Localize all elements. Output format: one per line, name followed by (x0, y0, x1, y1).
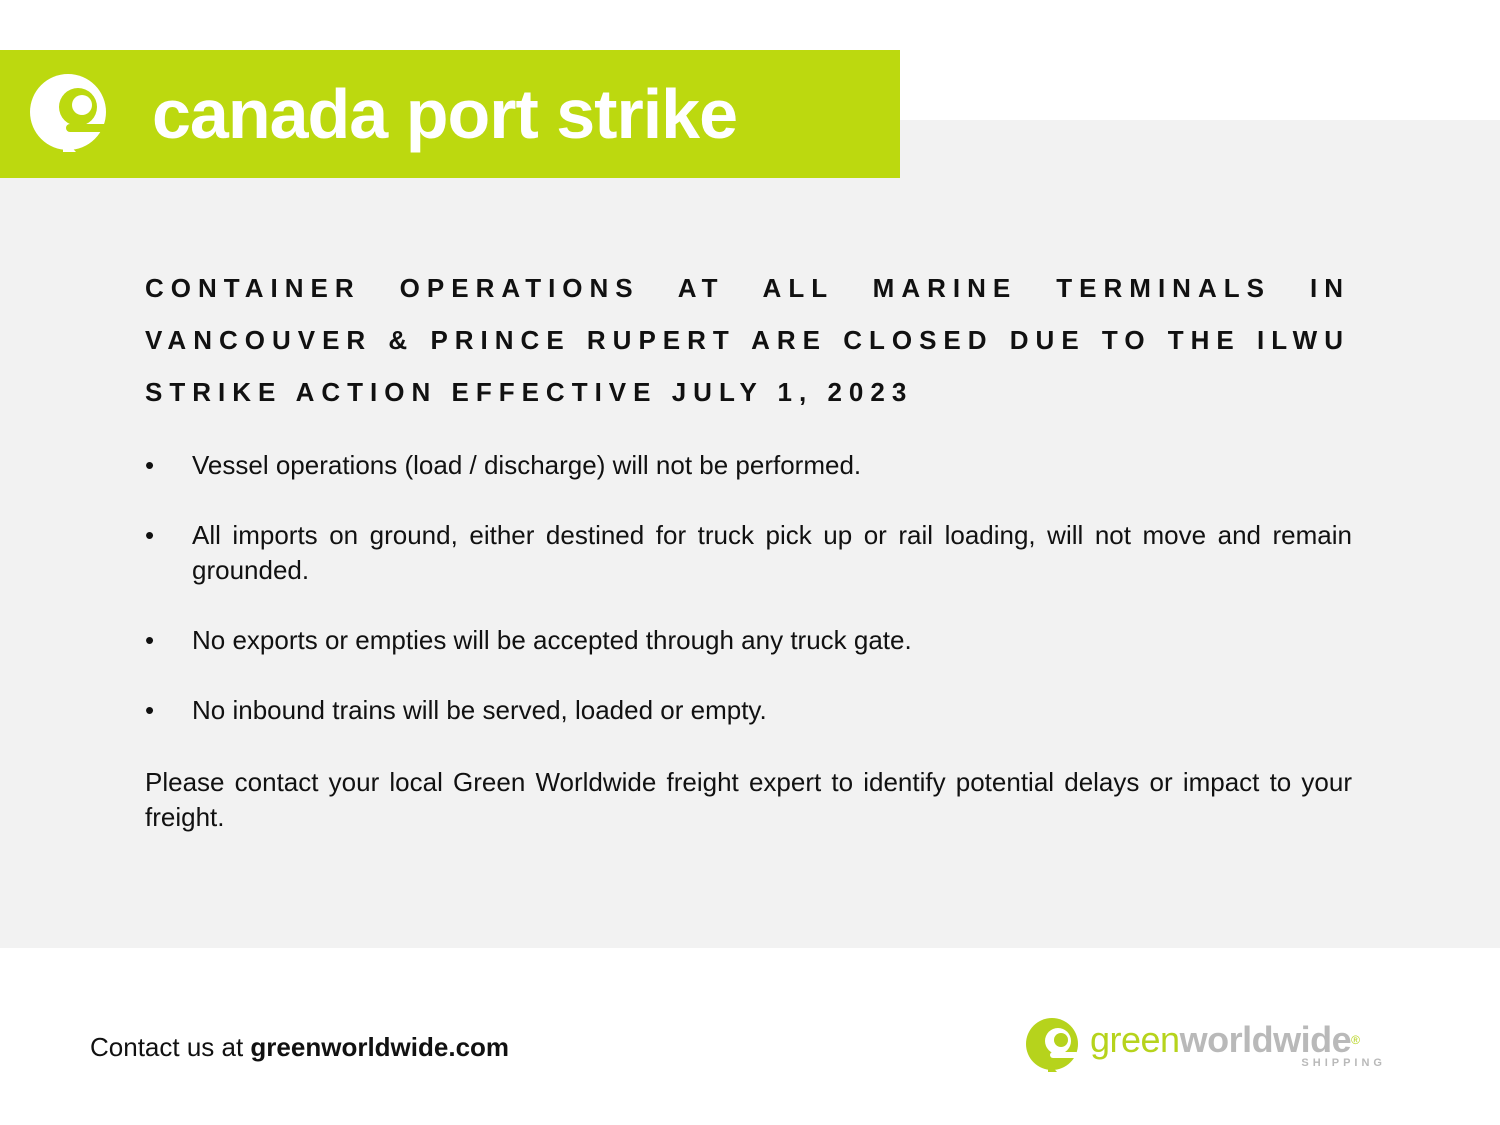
contact-link[interactable]: greenworldwide.com (250, 1032, 510, 1062)
list-item (145, 448, 1352, 483)
bullet-marker: • (145, 625, 155, 655)
logo-word-green: green (1090, 1019, 1180, 1060)
bullet-text: All imports on ground, either destined for truck pick up or rail loading, will not move and remain grounded. (192, 520, 1352, 585)
headline: CONTAINER OPERATIONS AT ALL MARINE TERMINALS IN VANCOUVER & PRINCE RUPERT ARE CLOSED DUE TO THE ILWU STRIKE ACTION EFFECTIVE JULY 1, 2023 (145, 273, 1350, 407)
logo-word-gray: worldwide (1179, 1019, 1352, 1060)
contact-line (90, 1032, 509, 1063)
contact-prefix: Contact us at (90, 1032, 251, 1062)
bullet-text: No exports or empties will be accepted through any truck gate. (192, 625, 912, 655)
footer-logo (1026, 1016, 1406, 1076)
bullet-text: Vessel operations (load / discharge) will not be performed. (192, 450, 862, 480)
list-item (145, 623, 1352, 658)
bullet-marker: • (145, 450, 155, 480)
bullet-marker: • (145, 695, 155, 725)
list-item (145, 518, 1352, 588)
registered-mark: ® (1351, 1033, 1360, 1047)
green-worldwide-logo-icon (1026, 1016, 1082, 1072)
list-item (145, 693, 1352, 728)
closing-paragraph: Please contact your local Green Worldwide freight expert to identify potential delays or impact to your freight. (145, 767, 1352, 832)
bullet-marker: • (145, 520, 155, 550)
logo-wordmark (1090, 1020, 1359, 1060)
bullet-list (145, 448, 1352, 763)
green-worldwide-g-icon (30, 70, 114, 154)
page-title: canada port strike (152, 75, 737, 153)
logo-tagline: SHIPPING (1301, 1057, 1386, 1069)
header-banner (0, 50, 900, 178)
bullet-text: No inbound trains will be served, loaded or empty. (192, 695, 767, 725)
